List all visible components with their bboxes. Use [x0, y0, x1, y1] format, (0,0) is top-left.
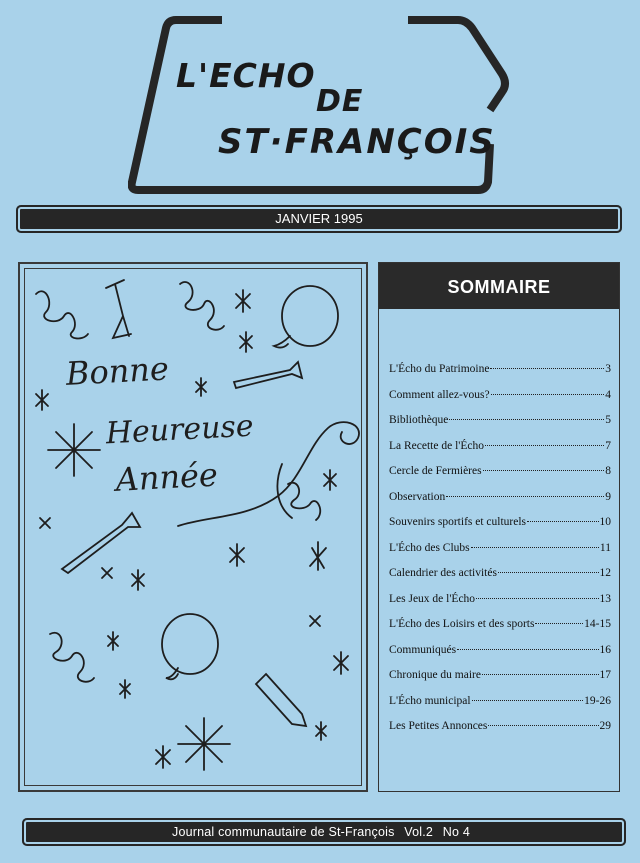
toc-entry [389, 720, 611, 746]
toc-leader-dots [446, 496, 604, 497]
toc-entry-page: 3 [605, 363, 611, 375]
toc-entry-title: Bibliothèque [389, 414, 449, 426]
table-of-contents [378, 262, 620, 792]
star-icon [324, 470, 336, 490]
toc-leader-dots [457, 649, 598, 650]
toc-entry [389, 644, 611, 670]
star-icon [230, 544, 244, 566]
illustration-drawing [20, 264, 370, 794]
toc-entry-title: Les Petites Annonces [389, 720, 488, 732]
toc-entry [389, 593, 611, 619]
toc-entry-title: L'Écho du Patrimoine [389, 363, 490, 375]
toc-leader-dots [490, 368, 604, 369]
toc-entry [389, 389, 611, 415]
toc-leader-dots [472, 700, 584, 701]
masthead [128, 14, 512, 196]
star-icon [132, 570, 144, 590]
snowflake-icon [178, 718, 230, 770]
masthead-title-line1: L'ECHO [176, 56, 316, 95]
toc-entry-title: Cercle de Fermières [389, 465, 482, 477]
toc-entry [389, 414, 611, 440]
streamer-icon [180, 282, 224, 330]
toc-entry [389, 363, 611, 389]
streamer-icon [288, 483, 320, 520]
toc-leader-dots [485, 445, 604, 446]
toc-entry-title: Comment allez-vous? [389, 388, 490, 401]
toc-entry [389, 695, 611, 721]
toc-entry-page: 7 [605, 439, 611, 452]
toc-leader-dots [483, 470, 605, 471]
toc-entry-page: 9 [605, 490, 611, 503]
journal-name: Journal communautaire de St-François [172, 825, 395, 839]
toc-entry-page: 12 [599, 567, 611, 579]
toc-leader-dots [491, 394, 605, 395]
star-icon [196, 378, 206, 396]
trumpet-icon [106, 280, 131, 338]
toc-entry-page: 14-15 [584, 618, 611, 630]
toc-entry-title: L'Écho des Loisirs et des sports [389, 618, 535, 630]
trumpet-icon [62, 513, 140, 573]
trumpet-icon [234, 362, 302, 388]
toc-entry [389, 567, 611, 593]
toc-entry-title: Calendrier des activités [389, 567, 497, 579]
toc-entry-title: Souvenirs sportifs et culturels [389, 516, 527, 528]
toc-entry-page: 16 [599, 643, 611, 656]
toc-entry [389, 491, 611, 517]
masthead-title-line2: DE [316, 84, 364, 119]
star-icon [36, 390, 48, 410]
star-icon [156, 746, 170, 768]
volume-label: Vol.2 [404, 825, 434, 839]
toc-leader-dots [498, 572, 599, 573]
toc-leader-dots [476, 598, 598, 599]
toc-entry-page: 11 [599, 541, 611, 554]
star-icon [310, 542, 326, 570]
greeting-line2: Heureuse [104, 408, 255, 452]
toc-entry-title: Observation [389, 490, 446, 503]
toc-entry-page: 10 [599, 516, 611, 528]
toc-leader-dots [449, 419, 604, 420]
toc-entry [389, 440, 611, 466]
new-year-illustration [18, 262, 368, 792]
toc-entry-title: Les Jeux de l'Écho [389, 592, 476, 605]
star-icon [102, 568, 112, 578]
toc-leader-dots [535, 623, 583, 624]
footer-bar [22, 818, 626, 846]
date-bar [16, 205, 622, 233]
issue-number: No 4 [442, 825, 470, 839]
toc-entry-page: 17 [599, 669, 611, 681]
star-icon [240, 332, 252, 352]
toc-entry-page: 4 [605, 388, 611, 401]
toc-entry [389, 542, 611, 568]
trumpet-icon [256, 674, 306, 726]
star-icon [334, 652, 348, 674]
toc-entry-page: 8 [605, 465, 611, 477]
toc-entry [389, 618, 611, 644]
balloon-icon [282, 286, 338, 346]
toc-entry-title: Chronique du maire [389, 669, 481, 681]
toc-entry-title: La Recette de l'Écho [389, 439, 484, 452]
star-icon [316, 722, 326, 740]
streamer-icon [36, 291, 88, 338]
star-icon [310, 616, 320, 626]
toc-entry [389, 516, 611, 542]
star-icon [236, 290, 250, 312]
issue-date: JANVIER 1995 [275, 211, 363, 226]
toc-entry [389, 669, 611, 695]
greeting-line3: Année [114, 455, 219, 499]
toc-list [389, 363, 611, 746]
toc-leader-dots [488, 725, 598, 726]
toc-entry [389, 465, 611, 491]
toc-entry-title: Communiqués [389, 643, 457, 656]
greeting-line1: Bonne [64, 349, 170, 393]
snowflake-icon [48, 424, 100, 476]
star-icon [108, 632, 118, 650]
toc-entry-title: L'Écho municipal [389, 694, 471, 707]
star-icon [40, 518, 50, 528]
toc-heading: SOMMAIRE [379, 263, 619, 309]
toc-entry-page: 29 [599, 720, 611, 732]
toc-entry-page: 13 [599, 592, 611, 605]
toc-leader-dots [527, 521, 598, 522]
streamer-icon [50, 633, 94, 682]
toc-entry-page: 5 [605, 414, 611, 426]
toc-leader-dots [482, 674, 599, 675]
star-icon [120, 680, 130, 698]
toc-leader-dots [471, 547, 599, 548]
balloon-icon [162, 614, 218, 674]
toc-entry-page: 19-26 [584, 694, 611, 707]
masthead-title-line3: ST·FRANÇOIS [218, 122, 496, 162]
toc-entry-title: L'Écho des Clubs [389, 541, 470, 554]
